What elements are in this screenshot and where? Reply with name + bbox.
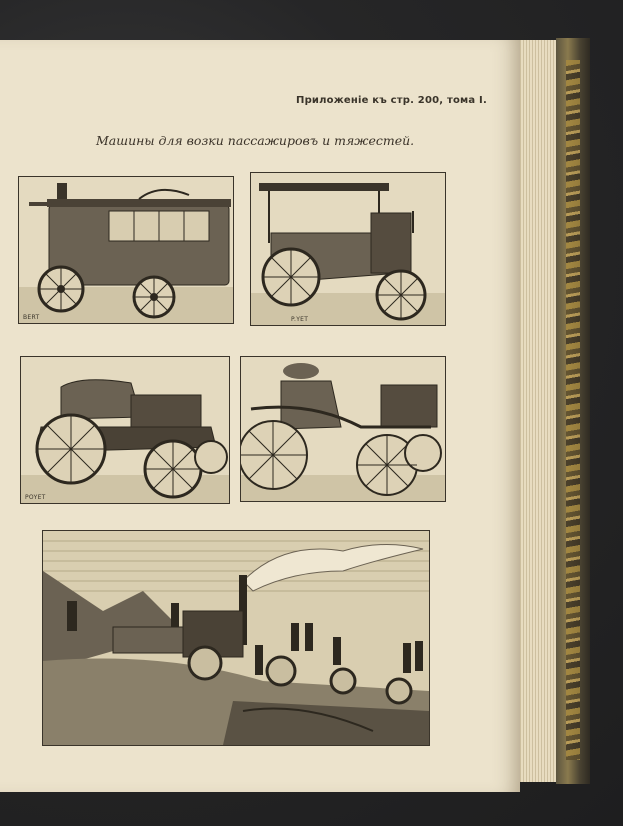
engraver-signature: P.YET	[291, 316, 309, 323]
illustration-steam-omnibus	[18, 176, 234, 324]
illustration-steam-tractor-convoy	[42, 530, 430, 746]
engraver-signature: BERT	[23, 314, 40, 321]
illustration-open-car	[20, 356, 230, 504]
illustration-peugeot-car	[240, 356, 446, 502]
illustration-canopy-car	[250, 172, 446, 326]
plate-title: Машины для возки пассажировъ и тяжестей.	[96, 133, 415, 148]
engraver-signature: POYET	[25, 494, 46, 501]
marbled-edge	[566, 60, 580, 760]
running-head: Приложеніе къ стр. 200, тома I.	[296, 95, 487, 106]
